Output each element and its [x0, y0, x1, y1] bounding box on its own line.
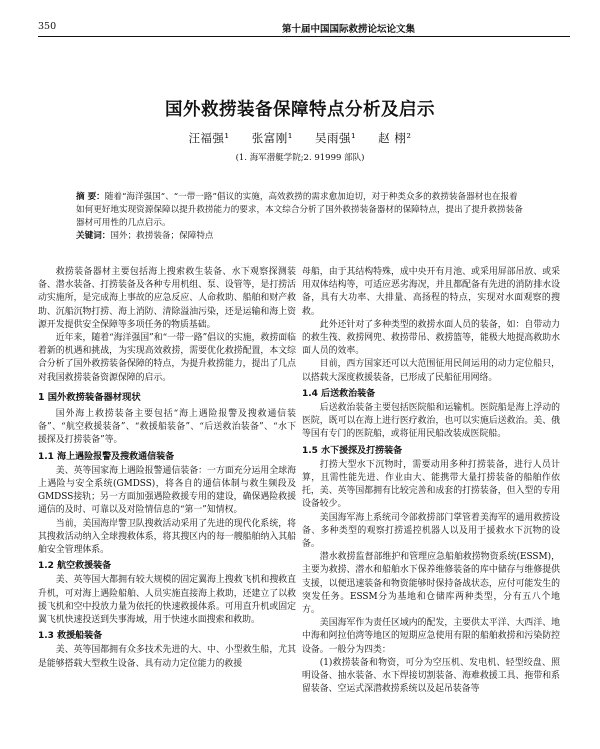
paragraph: 目前，西方国家还可以大范围征用民间运用的动力定位船只，以搭载大深度救援装备，已形成了民船征用网络。 [302, 359, 560, 383]
paragraph: 当前，美国海岸警卫队搜救活动采用了先进的现代化系统，将其搜救活动纳入全球搜救体系，将其搜区内的每一艘船舶纳入其船舶安全管理体系。 [38, 518, 296, 556]
paragraph: (1)救捞装备和物资，可分为空压机、发电机、轻型绞盘、照明设备、抽水装备、水下焊接切割装备、海难救援工具、拖带和系留装备、空运式深潜救捞系统以及起吊装备等 [302, 657, 560, 695]
paragraph: 潜水救捞监督部维护和管理应急船舶救捞物资系统(ESSM)，主要为救捞、潜水和船舶水下保养维修装备的库中储存与维修提供支援，以便迅速装备和物资能够时保持备战状态，应付可能发生的突发任务。ESSM分为基地和仓储库两种类型，分有五八个地方。 [302, 552, 560, 616]
author-list [0, 130, 600, 146]
paragraph: 美、英等国大都拥有较大规模的固定翼海上搜救飞机和搜救直升机，可对海上遇险船舶、人员实施直接海上救助，还建立了以救援飞机和空中投放力量为依托的快速救援体系。可用直升机或固定翼飞机快速投送到失事海域，用于快速水面搜索和救助。 [38, 575, 296, 626]
abstract-label: 摘 要： [76, 192, 105, 202]
author: 吴雨强¹ [315, 131, 357, 145]
subsection-heading: 1.5 水下援探及打捞装备 [302, 445, 403, 456]
author: 张富刚¹ [251, 131, 293, 145]
keywords [76, 230, 524, 243]
paragraph: 打捞大型水下沉物时，需要动用多种打捞装备，进行人员计算，且需性能先进、作业由大、能携带大量打捞装备的船舶作依托，美、英等国都拥有比较完善和成套的打捞装备，但入型的专用设备较少。 [302, 459, 560, 510]
paragraph: 美国海军海上系统司令部救捞部门掌管着美海军的通用救捞设备、多种类型的观察打捞遥控机器人以及用于援救水下沉物的设备。 [302, 512, 560, 550]
paragraph: 美、英等国都拥有众多技术先进的大、中、小型救生船，尤其是能够搭载大型救生设备、具有动力定位能力的救援 [38, 645, 296, 669]
abstract-block [76, 191, 524, 243]
subsection-heading: 1.4 后送救治装备 [302, 388, 376, 399]
paper-title: 国外救捞装备保障特点分析及启示 [165, 100, 435, 120]
section-heading: 1 国外救捞装备器材现状 [38, 391, 141, 403]
paragraph: 美国海军作为责任区域内的配发，主要供太平洋、大西洋、地中海和阿拉伯湾等地区的短期应急使用有限的船舶救捞和污染防控设备。一般分为四类： [302, 618, 560, 655]
paragraph: 近年来，随着“海洋强国”和“一带一路”倡议的实施，救捞面临着新的机遇和挑战，为实现高效救捞，需要优化救捞配置，本文综合分析了国外救捞装备保障的特点，为提升救捞能力，提出了几点对我国救捞装备资源保障的启示。 [38, 333, 296, 383]
subsection-heading: 1.2 航空救援装备 [38, 561, 112, 572]
paragraph: 救捞装备器材主要包括海上搜索救生装备、水下观察探测装备、潜水装备、打捞装备及各种专用机组、泵、设管等，是打捞活动实施所，是完成海上事故的应急反应、人命救助、船舶和财产救助、沉船沉物打捞、海上消防、清除溢油污染，还是运输和海上资源开发提供安全保障等多项任务的物质基础。 [38, 267, 296, 330]
subsection-heading: 1.3 救援船装备 [38, 631, 103, 642]
paragraph: 此外还针对了多种类型的救捞水面人员的装备，如：自带动力的救生筏、救捞网兜、救捞带吊、救捞篮等，能极大地提高救助水面人员的效率。 [302, 319, 560, 357]
abstract [76, 191, 524, 230]
keywords-label: 关键词： [76, 231, 111, 241]
abstract-text: 随着“海洋强国”、“一带一路”倡议的实施，高效救捞的需求愈加迫切，对于种类众多的救捞装备器材也在报着如何更好地实现资源保障以提升救捞能力的要求，本文综合分析了国外救捞装备器材的保障特点，提出了提升救捞装备器材可用性的几点启示。 [76, 192, 523, 228]
subsection-heading: 1.1 海上遇险报警及搜救通信装备 [38, 451, 175, 462]
right-column [302, 266, 560, 697]
conference-name: 第十届中国国际救捞论坛论文集 [282, 24, 416, 35]
affiliation: (1. 海军潜艇学院;2. 91999 部队) [235, 153, 365, 163]
author: 汪福强¹ [188, 131, 230, 145]
keywords-text: 国外；救捞装备；保障特点 [110, 231, 214, 241]
paragraph: 美、英等国家海上遇险报警通信装备：一方面充分运用全球海上遇险与安全系统(GMDSS)，将各自的通信体制与救生频段及GMDSS接轨；另一方面加强遇险救援专用的建设，确保遇险救援通信的及时、可靠以及对险情信息的“第一”知情权。 [38, 465, 296, 516]
author: 赵 栩² [378, 131, 412, 145]
paragraph: 母船，由于其结构特殊，成中央开有月池、或采用屏部吊放、或采用双体结构等，可适应恶劣海况，并且都配备有先进的消防排水设备，具有大功率、大排量、高扬程的特点，实现对水面观察的搜救。 [302, 267, 560, 317]
paragraph: 国外海上救捞装备主要包括“海上遇险报警及搜救通信装备”、“航空救援装备”、“救援船装备”、“后送救治装备”、“水下援探及打捞装备”等。 [38, 409, 296, 446]
paragraph: 后送救治装备主要包括医院船和运输机。医院船是海上浮动的医院，既可以在海上进行医疗救治，也可以实施后送救治。美、俄等国有专门的医院船，或将征用民船改装成医院船。 [302, 403, 560, 440]
running-header [38, 20, 570, 37]
page-number: 350 [38, 21, 57, 32]
left-column [38, 266, 296, 671]
